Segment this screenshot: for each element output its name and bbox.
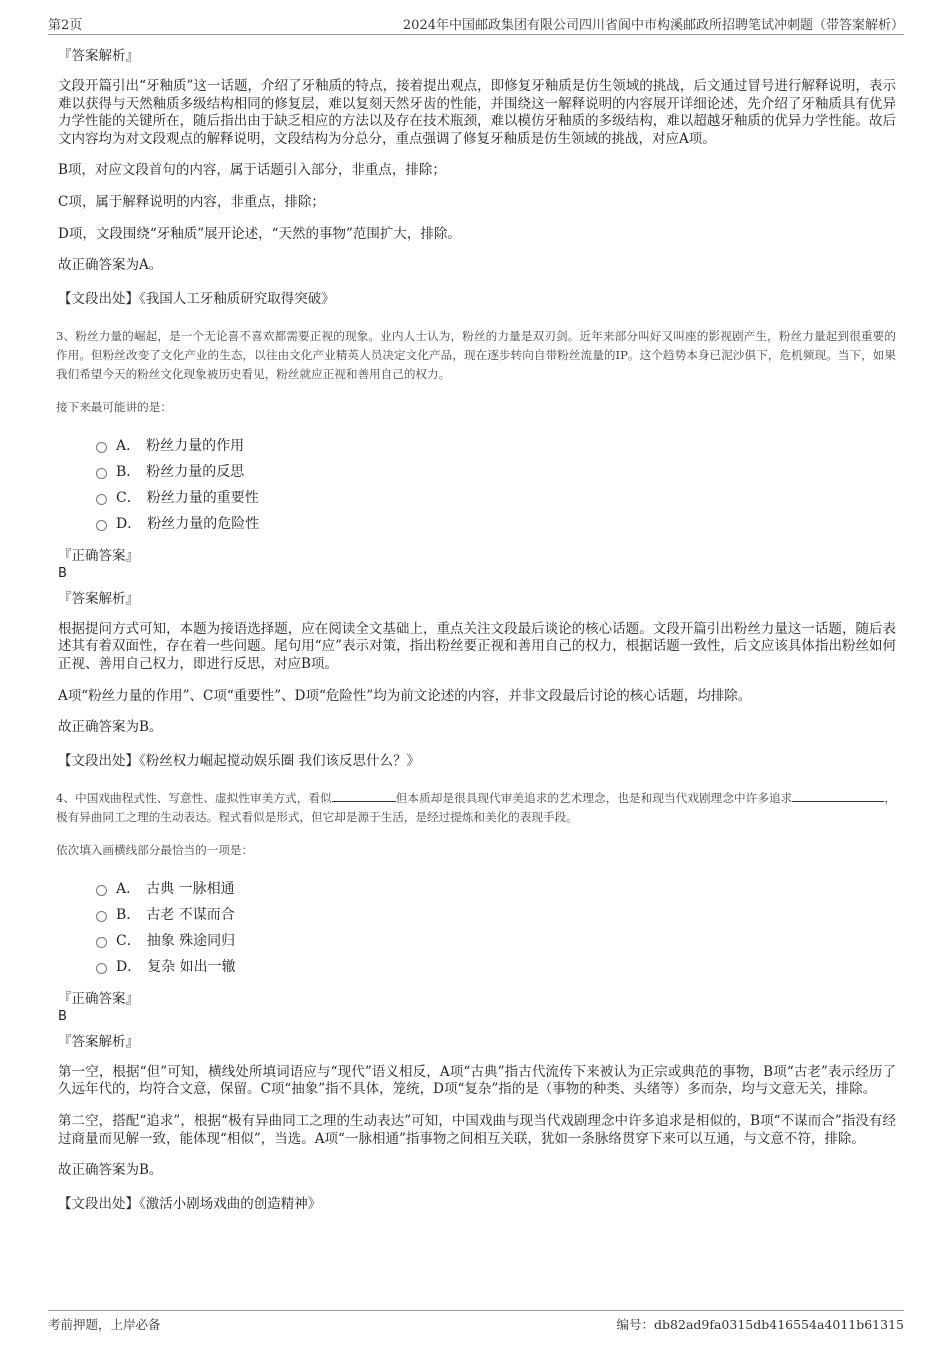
option-a[interactable]	[96, 876, 896, 902]
question-4-stem	[56, 789, 896, 827]
correct-answer-label: 『正确答案』	[58, 990, 139, 1007]
option-letter: B．	[116, 906, 141, 923]
analysis-paragraph: B项，对应文段首句的内容，属于话题引入部分，非重点，排除；	[58, 162, 446, 179]
radio-button-icon[interactable]	[96, 520, 107, 531]
stem-text: ，极有异曲同工之理的生动表达。程式看似是形式，但它却是源于生活，是经过提炼和美化的表现手段。	[56, 790, 896, 824]
analysis-label: 『答案解析』	[58, 48, 139, 64]
radio-button-icon[interactable]	[96, 911, 107, 922]
option-letter: C．	[116, 932, 141, 949]
option-c[interactable]	[96, 928, 896, 954]
option-text: 粉丝力量的反思	[146, 463, 245, 480]
option-c[interactable]	[96, 485, 896, 511]
correct-answer-label: 『正确答案』	[58, 547, 139, 564]
stem-text: 但本质却是很具现代审美追求的艺术理念，也是和现当代戏剧理念中许多追求	[395, 790, 793, 805]
page-number: 第2页	[48, 18, 83, 33]
option-d[interactable]	[96, 954, 896, 980]
radio-button-icon[interactable]	[96, 494, 107, 505]
correct-answer-value: B	[58, 565, 67, 581]
question-4-prompt: 依次填入画横线部分最恰当的一项是：	[56, 842, 254, 857]
document-id: 编号：db82ad9fa0315db416554a4011b61315	[616, 1317, 904, 1332]
page-header	[48, 14, 904, 35]
analysis-paragraph: 第二空，搭配“追求”，根据“极有异曲同工之理的生动表达”可知，中国戏曲与现当代戏剧理念中许多追求是相似的，B项“不谋而合”指没有经过商量而见解一致，能体现“相似”，当选。A项“一脉相通”指事物之间相互关联，犹如一条脉络贯穿下来可以互通，与文意不符，排除。	[58, 1112, 896, 1147]
analysis-conclusion: 故正确答案为A。	[58, 257, 163, 274]
option-text: 抽象 殊途同归	[146, 932, 236, 949]
radio-button-icon[interactable]	[96, 885, 107, 896]
option-letter: B．	[116, 463, 141, 480]
option-letter: A．	[116, 880, 141, 897]
passage-source: 【文段出处】《我国人工牙釉质研究取得突破》	[58, 290, 335, 307]
analysis-paragraph: C项，属于解释说明的内容，非重点，排除；	[58, 193, 325, 210]
question-3-stem: 3、粉丝力量的崛起，是一个无论喜不喜欢都需要正视的现象。业内人士认为，粉丝的力量是双刃剑。近年来部分叫好又叫座的影视剧产生，粉丝力量起到很重要的作用。但粉丝改变了文化产业的生态，以往由文化产业精英人员决定文化产品，现在逐步转向自带粉丝流量的IP。这个趋势本身已泥沙俱下，危机频现。当下，如果我们希望今天的粉丝文化现象被历史看见，粉丝就应正视和善用自己的权力。	[56, 328, 896, 381]
radio-button-icon[interactable]	[96, 937, 107, 948]
option-a[interactable]	[96, 433, 896, 459]
stem-text: 4、中国戏曲程式性、写意性、虚拟性审美方式，看似	[56, 790, 332, 805]
option-letter: D．	[116, 515, 142, 532]
analysis-paragraph: 第一空，根据“但”可知，横线处所填词语应与“现代”语义相反，A项“古典”指古代流传下来被认为正宗或典范的事物，B项“古老”表示经历了久远年代的，均符合文意，保留。C项“抽象”指不具体，笼统，D项“复杂”指的是（事物的种类、头绪等）多而杂，均与文意无关，排除。	[58, 1063, 896, 1098]
option-text: 粉丝力量的作用	[146, 437, 245, 454]
analysis-label: 『答案解析』	[58, 1033, 139, 1050]
analysis-paragraph: D项，文段围绕“牙釉质”展开论述，“天然的事物”范围扩大，排除。	[58, 225, 461, 242]
option-letter: D．	[116, 958, 142, 975]
fill-blank-2	[792, 789, 884, 802]
analysis-conclusion: 故正确答案为B。	[58, 719, 163, 736]
option-letter: A．	[116, 437, 141, 454]
question-3-options	[96, 433, 896, 537]
option-letter: C．	[116, 489, 141, 506]
option-b[interactable]	[96, 902, 896, 928]
fill-blank-1	[332, 789, 396, 802]
option-text: 粉丝力量的重要性	[146, 489, 259, 506]
correct-answer-value: B	[58, 1008, 67, 1024]
radio-button-icon[interactable]	[96, 442, 107, 453]
analysis-paragraph: 根据提问方式可知，本题为接语选择题，应在阅读全文基础上，重点关注文段最后谈论的核心话题。文段开篇引出粉丝力量这一话题，随后表述其有着双面性，存在着一些问题。尾句用“应”表示对策，指出粉丝要正视和善用自己的权力，根据话题一致性，后文应该具体指出粉丝如何正视、善用自己权力，即进行反思，对应B项。	[58, 620, 896, 672]
page-footer	[48, 1310, 904, 1333]
analysis-paragraph: A项“粉丝力量的作用”、C项“重要性”、D项“危险性”均为前文论述的内容，并非文段最后讨论的核心话题，均排除。	[58, 687, 752, 704]
question-4-options	[96, 876, 896, 980]
analysis-conclusion: 故正确答案为B。	[58, 1162, 163, 1179]
radio-button-icon[interactable]	[96, 468, 107, 479]
passage-source: 【文段出处】《激活小剧场戏曲的创造精神》	[58, 1195, 322, 1212]
option-d[interactable]	[96, 511, 896, 537]
footer-slogan: 考前押题，上岸必备	[48, 1317, 161, 1332]
analysis-label: 『答案解析』	[58, 590, 139, 607]
option-text: 古老 不谋而合	[146, 906, 235, 923]
radio-button-icon[interactable]	[96, 963, 107, 974]
option-b[interactable]	[96, 459, 896, 485]
question-3-prompt: 接下来最可能讲的是：	[56, 399, 172, 414]
option-text: 复杂 如出一辙	[147, 958, 236, 975]
option-text: 古典 一脉相通	[146, 880, 235, 897]
passage-source: 【文段出处】《粉丝权力崛起搅动娱乐圈 我们该反思什么？》	[58, 752, 421, 769]
analysis-paragraph: 文段开篇引出“牙釉质”这一话题，介绍了牙釉质的特点，接着提出观点，即修复牙釉质是仿生领域的挑战，后文通过冒号进行解释说明，表示难以获得与天然釉质多级结构相同的修复层，难以复刻天然牙齿的性能，并围绕这一解释说明的内容展开详细论述，先介绍了牙釉质具有优异力学性能的关键所在，随后指出由于缺乏相应的方法以及存在技术瓶颈，难以模仿牙釉质的多级结构，难以超越牙釉质的优异力学性能。故后文内容均为对文段观点的解释说明，文段结构为分总分，重点强调了修复牙釉质是仿生领域的挑战，对应A项。	[58, 78, 896, 147]
page-content	[56, 46, 896, 1232]
document-title: 2024年中国邮政集团有限公司四川省阆中市构溪邮政所招聘笔试冲刺题（带答案解析）	[402, 18, 904, 33]
option-text: 粉丝力量的危险性	[147, 515, 260, 532]
